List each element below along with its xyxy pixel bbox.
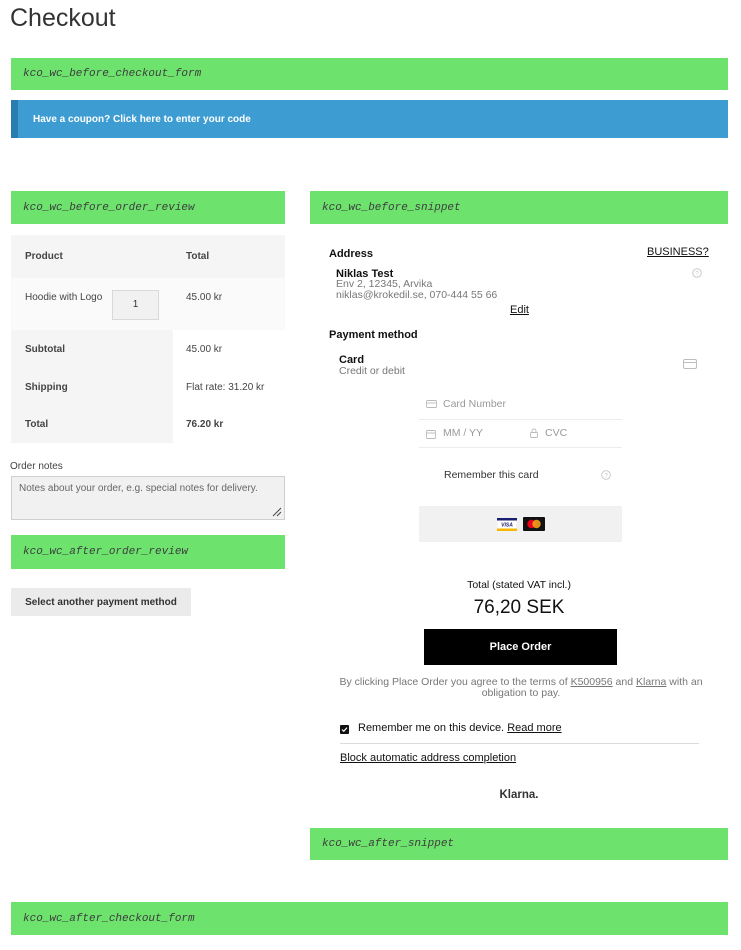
total-summary (310, 579, 728, 619)
visa-icon (497, 518, 517, 531)
terms-suffix: with an obligation to pay. (481, 676, 703, 699)
shipping-label: Shipping (25, 381, 68, 393)
page-title: Checkout (10, 4, 116, 32)
place-order-button[interactable]: Place Order (424, 629, 617, 665)
product-name: Hoodie with Logo (25, 292, 103, 303)
remember-me-checkbox[interactable] (340, 725, 349, 734)
help-icon[interactable] (692, 268, 702, 278)
card-brands (419, 506, 622, 542)
column-header-product: Product (25, 251, 63, 262)
business-link[interactable]: BUSINESS? (647, 246, 709, 258)
hook-label: kco_wc_after_order_review (23, 546, 189, 558)
card-number-field[interactable] (419, 388, 622, 419)
subtotal-row (11, 330, 285, 368)
terms-and: and (615, 676, 634, 688)
merchant-terms-link[interactable]: K500956 (570, 676, 613, 688)
payment-option-card[interactable] (330, 346, 710, 384)
remember-card-label: Remember this card (444, 469, 539, 481)
hook-label: kco_wc_after_checkout_form (23, 912, 195, 925)
lock-icon (529, 428, 539, 438)
order-notes-label: Order notes (10, 461, 63, 472)
block-autocomplete-link[interactable]: Block automatic address completion (340, 752, 517, 764)
card-icon (426, 400, 437, 408)
terms-text (328, 677, 714, 699)
payment-option-description: Credit or debit (339, 365, 405, 377)
expiry-placeholder: MM / YY (443, 427, 484, 439)
order-notes-field[interactable] (11, 476, 285, 520)
total-row (11, 406, 285, 443)
shipping-value: Flat rate: 31.20 kr (186, 381, 265, 393)
coupon-link[interactable]: Have a coupon? Click here to enter your code (33, 113, 251, 125)
remember-me-label: Remember me on this device. (358, 722, 505, 734)
cvc-placeholder: CVC (545, 427, 568, 439)
svg-text:VISA: VISA (500, 522, 513, 529)
payment-method-heading: Payment method (329, 329, 418, 341)
cvc-field[interactable] (523, 420, 622, 447)
customer-name: Niklas Test (336, 268, 394, 280)
klarna-logo: Klarna. (499, 789, 539, 801)
total-label: Total (25, 419, 49, 430)
payment-option-name: Card (339, 354, 365, 366)
card-number-placeholder: Card Number (443, 398, 507, 410)
shipping-row (11, 368, 285, 406)
hook-before-snippet (310, 191, 728, 224)
hook-after-snippet (310, 828, 728, 860)
coupon-notice[interactable] (11, 100, 728, 138)
credit-card-icon (683, 359, 697, 369)
table-header-row (11, 235, 285, 278)
hook-after-order-review (11, 535, 285, 569)
select-another-payment-button[interactable]: Select another payment method (11, 588, 191, 616)
column-header-total: Total (186, 251, 210, 262)
product-total: 45.00 kr (186, 292, 223, 303)
expiry-field[interactable] (419, 420, 519, 447)
table-row (11, 278, 285, 330)
svg-text:?: ? (604, 472, 608, 480)
svg-text:?: ? (695, 270, 699, 278)
total-vat-label: Total (stated VAT incl.) (467, 579, 571, 591)
customer-address: Env 2, 12345, Arvika (336, 278, 433, 290)
hook-label: kco_wc_before_order_review (23, 201, 195, 214)
subtotal-value: 45.00 kr (186, 343, 223, 355)
order-notes-placeholder: Notes about your order, e.g. special notes for delivery. (19, 483, 258, 494)
hook-after-checkout-form (11, 902, 728, 935)
subtotal-label: Subtotal (25, 343, 65, 355)
hook-label: kco_wc_after_snippet (322, 838, 455, 850)
remember-card-toggle[interactable] (419, 448, 622, 498)
remember-me-row (358, 722, 562, 734)
total-value: 76.20 kr (186, 419, 224, 430)
divider (340, 743, 699, 744)
resize-grip-icon[interactable] (272, 507, 282, 517)
hook-label: kco_wc_before_snippet (322, 201, 461, 214)
mastercard-icon (523, 517, 545, 531)
hook-before-checkout-form (11, 58, 728, 90)
checkmark-icon (340, 725, 349, 734)
total-amount: 76,20 SEK (473, 597, 565, 618)
calendar-icon (426, 429, 436, 439)
hook-label: kco_wc_before_checkout_form (23, 68, 202, 80)
help-icon[interactable] (601, 470, 611, 480)
read-more-link[interactable]: Read more (507, 722, 562, 734)
klarna-terms-link[interactable]: Klarna (635, 676, 667, 688)
edit-address-link[interactable]: Edit (510, 304, 529, 316)
quantity-input[interactable]: 1 (112, 290, 159, 320)
address-heading: Address (329, 248, 374, 260)
terms-prefix: By clicking Place Order you agree to the terms of (339, 676, 568, 688)
customer-contact: niklas@krokedil.se, 070-444 55 66 (336, 289, 498, 301)
hook-before-order-review (11, 191, 285, 224)
card-form (419, 388, 622, 543)
